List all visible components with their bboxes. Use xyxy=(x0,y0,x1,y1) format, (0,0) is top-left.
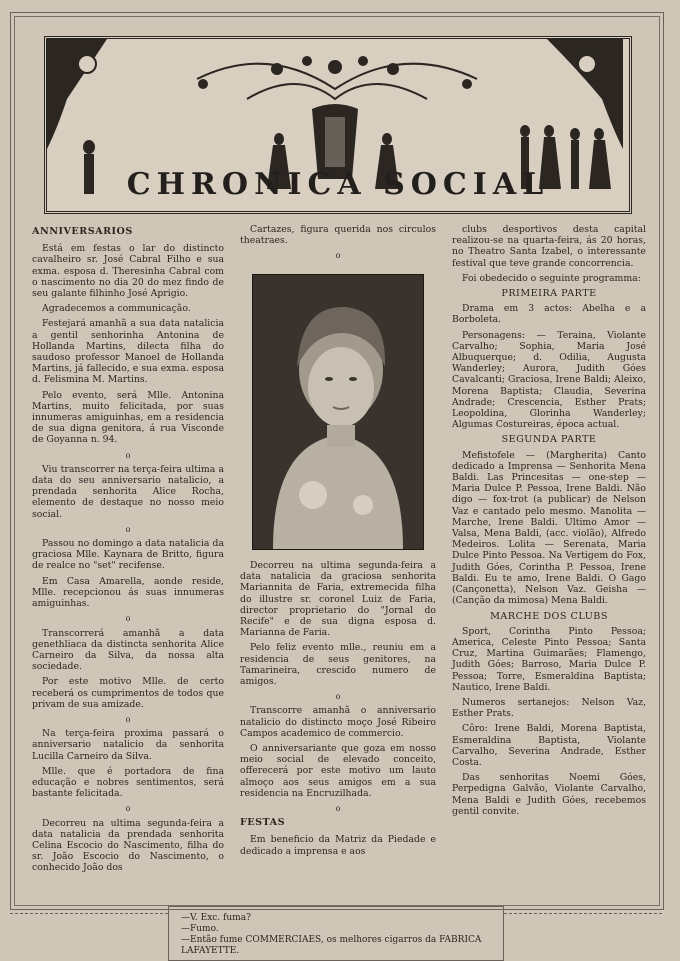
footer-divider-right xyxy=(504,913,662,914)
article-paragraph: Pelo evento, será Mlle. Antonina Martins, muito felicitada, por suas innumeras amiguinhas, em a residencia de sua digna genitora, á rua Visconde de Goyanna n. 94. xyxy=(32,389,224,446)
article-paragraph: Em beneficio da Matriz da Piedade e dedicado a imprensa e aos xyxy=(240,834,436,857)
article-paragraph: Na terça-feira proxima passará o anniversario natalicio da senhorita Lucilla Carneiro da Silva. xyxy=(32,728,224,762)
article-paragraph: Transcorre amanhã o anniversario natalicio do distincto moço José Ribeiro Campos academico de commercio. xyxy=(240,705,436,739)
column-middle-top xyxy=(240,224,436,265)
subheading-primeira-parte: PRIMEIRA PARTE xyxy=(501,288,597,300)
separator: o xyxy=(335,692,341,702)
ad-line: —Fumo. xyxy=(181,924,219,934)
ad-line: —V. Exc. fuma? xyxy=(181,913,251,923)
article-paragraph: Mefistofele — (Margherita) Canto dedicado a Imprensa — Senhorita Mena Baldi. Las Princesitas — one-step — Maria Dulce P. Pessoa, Irene Baldi. Não digo — fox-trot (a publicar) de Nelson Vaz e cantado pelo mesmo. Manolita — Marche, Irene Baldi. Ultimo Amor — Valsa, Mena Baldi, (acc. violão), Alfredo Medeiros. Lolita — Serenata, Maria Dulce Pinto Pessoa. Na Vertigem do Fox, Judith Góes, Corintha P. Pessoa, Irene Baldi. Eu te amo, Irene Baldi. O Gago (Cançonetta), Nelson Vaz. Geisha — (Canção da mimosa) Mena Baldi. xyxy=(452,449,646,607)
separator: o xyxy=(335,804,341,814)
section-heading-anniversaries: ANNIVERSARIOS xyxy=(32,226,133,237)
column-middle-bottom xyxy=(240,560,436,861)
article-paragraph: Sport, Corintha Pinto Pessoa; America, Celeste Pinto Pessoa; Santa Cruz, Martina Guimarães; Flamengo, Judith Góes; Barroso, Maria Dulce P. Pessoa; Torre, Esmeraldina Baptista; Nautico, Irene Baldi. xyxy=(452,625,646,693)
article-paragraph: Decorreu na ultima segunda-feira a data natalicia da prendada senhorita Celina Escocio do Nascimento, filha do sr. João Escocio do Nascimento, o conhecido João dos xyxy=(32,817,224,874)
article-paragraph: Por este motivo Mlle. de certo receberá os cumprimentos de todos que privam de sua amizade. xyxy=(32,676,224,710)
subheading-marche-dos-clubs: MARCHE DOS CLUBS xyxy=(490,610,608,622)
article-paragraph: O anniversariante que goza em nosso meio social de elevado conceito, offerecerá por este motivo um lauto almoço aos seus amigos em a sua residencia na Encruzilhada. xyxy=(240,743,436,799)
separator: o xyxy=(125,450,131,460)
article-paragraph: clubs desportivos desta capital realizou-se na quarta-feira, ás 20 horas, no Theatro Santa Izabel, o interessante festival que teve grande concorrencia. xyxy=(452,224,646,269)
subheading-segunda-parte: SEGUNDA PARTE xyxy=(501,434,597,446)
article-paragraph: Drama em 3 actos: Abelha e a Borboleta. xyxy=(452,303,646,326)
article-paragraph: Transcorrerá amanhã a data genethliaca da distincta senhorita Alice Carneiro da Silva, da nossa alta sociedade. xyxy=(32,627,224,673)
article-paragraph: Cartazes, figura querida nos circulos theatraes. xyxy=(240,224,436,247)
article-paragraph: Côro: Irene Baldi, Morena Baptista, Esmeraldina Baptista, Violante Carvalho, Severina Andrade, Esther Costa. xyxy=(452,723,646,768)
article-paragraph: Está em festas o lar do distincto cavalheiro sr. José Cabral Filho e sua exma. esposa d. Theresinha Cabral com o nascimento no dia 20 do mez findo de seu galante filhinho José Aprigio. xyxy=(32,243,224,300)
portrait-image xyxy=(253,275,423,549)
column-right xyxy=(452,224,646,821)
column-left xyxy=(32,224,224,878)
separator: o xyxy=(125,524,131,534)
section-heading-festas: FESTAS xyxy=(240,817,286,829)
page-title: CHRONICA SOCIAL xyxy=(126,167,550,202)
article-paragraph: Agradecemos a communicação. xyxy=(42,303,191,315)
footer-divider-left xyxy=(10,913,168,914)
portrait-photo xyxy=(252,274,424,550)
article-paragraph: Foi obedecido o seguinte programma: xyxy=(462,272,641,284)
advertisement-box xyxy=(168,906,504,961)
article-paragraph: Festejará amanhã a sua data natalicia a gentil senhorinha Antonina de Hollanda Martins, dilecta filha do saudoso professor Manoel de Hollanda Martins, já fallecido, e sua exma. esposa d. Felismina M. Martins. xyxy=(32,318,224,386)
article-paragraph: Passou no domingo a data natalicia da graciosa Mlle. Kaynara de Britto, figura de realce no "set" recifense. xyxy=(32,538,224,572)
header-banner xyxy=(44,36,632,214)
article-paragraph: Personagens: — Teraina, Violante Carvalho; Sophia, Maria José Albuquerque; d. Odilia, Augusta Wanderley; Aurora, Judith Góes Cavalcanti; Graciosa, Irene Baldi; Aleixo, Morena Baptista; Claudia, Severina Andrade; Crescencia, Esther Prats; Leopoldina, Glorinha Wanderley; Algumas Costureiras, época actual. xyxy=(452,329,646,431)
article-paragraph: Mlle. que é portadora de fina educação e nobres sentimentos, será bastante felicitada. xyxy=(32,765,224,800)
separator: o xyxy=(335,251,341,261)
separator: o xyxy=(125,714,131,724)
article-paragraph: Das senhoritas Noemi Góes, Perpedigna Galvão, Violante Carvalho, Mena Baldi e Judith Góes, recebemos gentil convite. xyxy=(452,772,646,817)
separator: o xyxy=(125,614,131,624)
article-paragraph: Viu transcorrer na terça-feira ultima a data do seu anniversario natalicio, a prendada senhorita Alice Rocha, elemento de destaque no nosso meio social. xyxy=(32,463,224,520)
article-paragraph: Decorreu na ultima segunda-feira a data natalicia da graciosa senhorita Mariannita de Faria, extremecida filha do illustre sr. coronel Luiz de Faria, director proprietario do "Jornal do Recife" e de sua digna esposa d. Marianna de Faria. xyxy=(240,560,436,639)
article-paragraph: Numeros sertanejos: Nelson Vaz, Esther Prats. xyxy=(452,696,646,720)
article-paragraph: Pelo feliz evento mlle., reuniu em a residencia de seus genitores, na Tamarineira, crescido numero de amigos. xyxy=(240,642,436,688)
ad-line: —Então fume COMMERCIAES, os melhores cigarros da FABRICA LAFAYETTE. xyxy=(181,935,482,956)
article-paragraph: Em Casa Amarella, aonde reside, Mlle. recepcionou ás suas innumeras amiguinhas. xyxy=(32,575,224,610)
separator: o xyxy=(125,804,131,814)
